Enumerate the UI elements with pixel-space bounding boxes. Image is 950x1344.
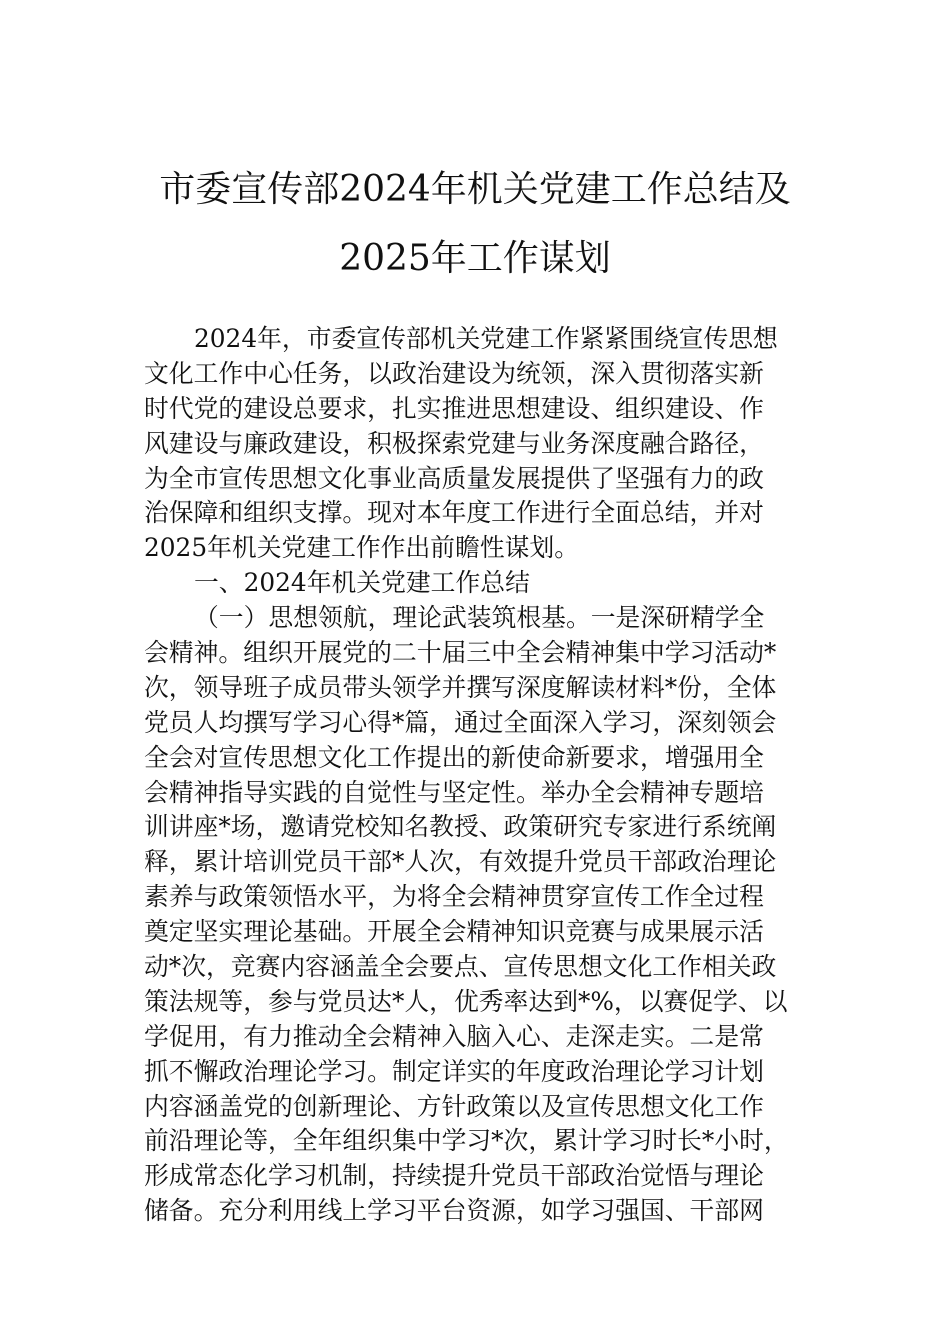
body-line: 为全市宣传思想文化事业高质量发展提供了坚强有力的政 [144, 463, 764, 493]
body-line: 2024年，市委宣传部机关党建工作紧紧围绕宣传思想 [194, 324, 778, 353]
body-line: 形成常态化学习机制，持续提升党员干部政治觉悟与理论 [144, 1161, 764, 1191]
document-title-line-1: 市委宣传部2024年机关党建工作总结及 [159, 169, 791, 210]
body-line: 治保障和组织支撑。现对本年度工作进行全面总结，并对 [144, 498, 764, 528]
body-line: 前沿理论等，全年组织集中学习*次，累计学习时长*小时， [144, 1126, 789, 1156]
body-line: 训讲座*场，邀请党校知名教授、政策研究专家进行系统阐 [144, 812, 777, 842]
body-line: 学促用，有力推动全会精神入脑入心、走深走实。二是常 [144, 1021, 764, 1051]
body-line: 文化工作中心任务，以政治建设为统领，深入贯彻落实新 [144, 358, 764, 388]
document-title-line-2: 2025年工作谋划 [339, 238, 611, 279]
body-line: 时代党的建设总要求，扎实推进思想建设、组织建设、作 [144, 393, 764, 423]
body-line: 全会对宣传思想文化工作提出的新使命新要求，增强用全 [144, 742, 764, 772]
body-line: 奠定坚实理论基础。开展全会精神知识竞赛与成果展示活 [144, 917, 764, 947]
body-line: 会精神指导实践的自觉性与坚定性。举办全会精神专题培 [144, 777, 764, 807]
body-line: 抓不懈政治理论学习。制定详实的年度政治理论学习计划 [144, 1056, 764, 1086]
body-line: 2025年机关党建工作作出前瞻性谋划。 [144, 533, 580, 563]
body-line: 释，累计培训党员干部*人次，有效提升党员干部政治理论 [144, 847, 777, 877]
body-line: 动*次，竞赛内容涵盖全会要点、宣传思想文化工作相关政 [144, 952, 777, 982]
body-line: 风建设与廉政建设，积极探索党建与业务深度融合路径， [144, 428, 764, 458]
body-line: 次，领导班子成员带头领学并撰写深度解读材料*份，全体 [144, 672, 777, 702]
body-line: 策法规等，参与党员达*人，优秀率达到*%，以赛促学、以 [144, 986, 788, 1016]
body-line: 会精神。组织开展党的二十届三中全会精神集中学习活动* [144, 638, 777, 668]
body-line: 储备。充分利用线上学习平台资源，如学习强国、干部网 [144, 1196, 764, 1226]
body-line: （一）思想领航，理论武装筑根基。一是深研精学全 [194, 603, 765, 633]
body-line: 党员人均撰写学习心得*篇，通过全面深入学习，深刻领会 [144, 707, 777, 737]
document-body [144, 322, 816, 1229]
section-heading: 一、2024年机关党建工作总结 [194, 568, 530, 598]
body-line: 素养与政策领悟水平，为将全会精神贯穿宣传工作全过程 [144, 882, 764, 912]
body-line: 内容涵盖党的创新理论、方针政策以及宣传思想文化工作 [144, 1091, 764, 1121]
